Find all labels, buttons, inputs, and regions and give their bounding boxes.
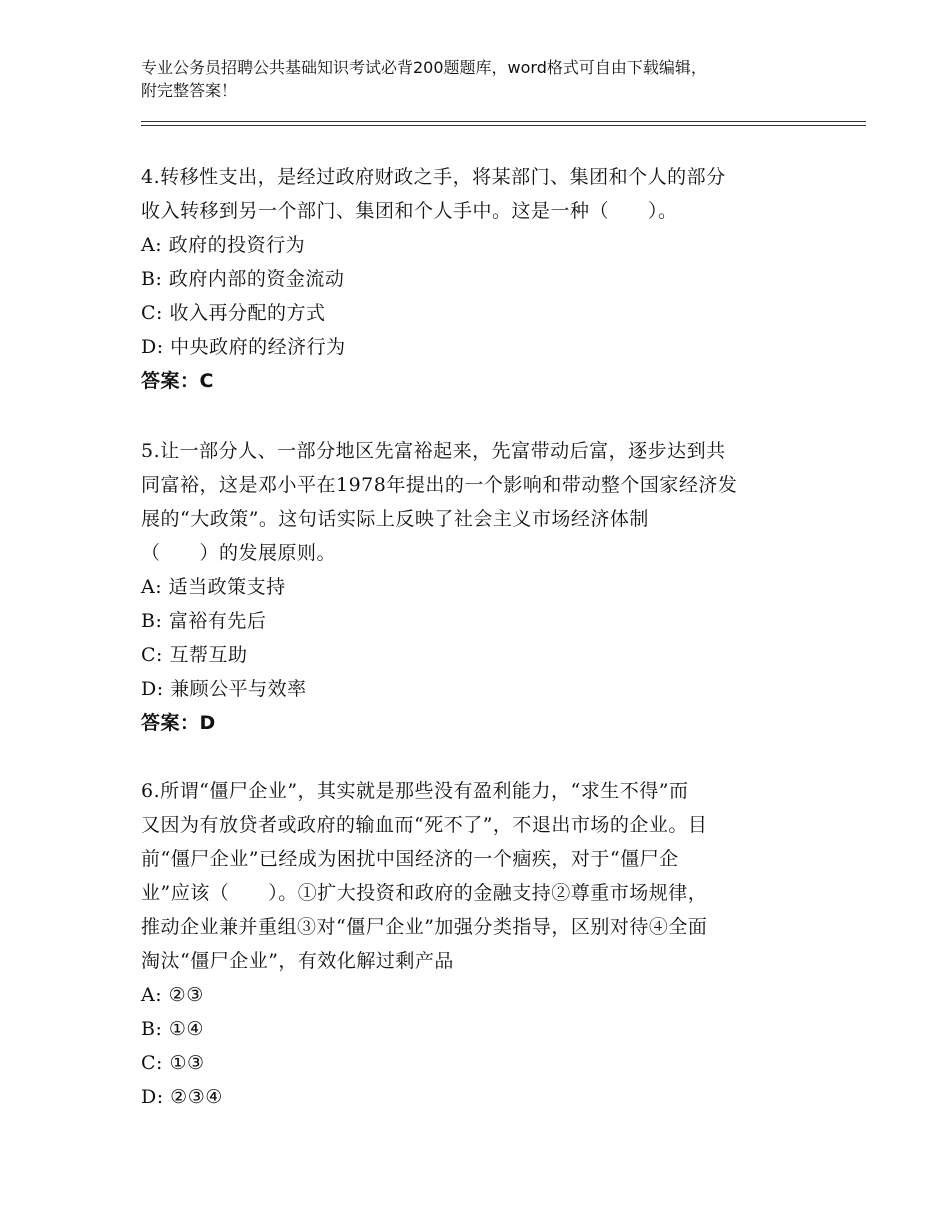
option-a: A: ②③ bbox=[141, 984, 204, 1006]
option-c: C: 互帮互助 bbox=[141, 644, 248, 666]
option-d: D: 兼顾公平与效率 bbox=[141, 678, 307, 700]
question-stem-line: 4.转移性支出，是经过政府财政之手，将某部门、集团和个人的部分 bbox=[141, 166, 726, 188]
question-stem-line: 5.让一部分人、一部分地区先富裕起来，先富带动后富，逐步达到共 bbox=[141, 440, 726, 462]
option-d: D: 中央政府的经济行为 bbox=[141, 336, 346, 358]
option-c: C: ①③ bbox=[141, 1052, 205, 1074]
question-stem-line: 展的“大政策”。这句话实际上反映了社会主义市场经济体制 bbox=[141, 508, 649, 530]
option-a: A: 政府的投资行为 bbox=[141, 234, 306, 256]
question-stem-line: 淘汰“僵尸企业”，有效化解过剩产品 bbox=[141, 950, 454, 972]
header-line-1: 专业公务员招聘公共基础知识考试必背200题题库，word格式可自由下载编辑， bbox=[141, 58, 707, 77]
document-header bbox=[141, 56, 841, 102]
answer-label: 答案：D bbox=[141, 712, 216, 734]
question-stem-line: 前“僵尸企业”已经成为困扰中国经济的一个痼疾，对于“僵尸企 bbox=[141, 848, 679, 870]
option-a: A: 适当政策支持 bbox=[141, 576, 286, 598]
option-b: B: 富裕有先后 bbox=[141, 610, 267, 632]
answer-label: 答案：C bbox=[141, 370, 214, 392]
option-c: C: 收入再分配的方式 bbox=[141, 302, 326, 324]
header-divider-bottom bbox=[141, 125, 866, 126]
question-stem-line: 又因为有放贷者或政府的输血而“死不了”，不退出市场的企业。目 bbox=[141, 814, 708, 836]
question-5 bbox=[141, 434, 806, 740]
question-stem-line: 推动企业兼并重组③对“僵尸企业”加强分类指导，区别对待④全面 bbox=[141, 916, 708, 938]
option-b: B: 政府内部的资金流动 bbox=[141, 268, 345, 290]
question-stem-line: （ ）的发展原则。 bbox=[141, 542, 337, 564]
question-stem-line: 同富裕，这是邓小平在1978年提出的一个影响和带动整个国家经济发 bbox=[141, 474, 738, 496]
option-b: B: ①④ bbox=[141, 1018, 204, 1040]
option-d: D: ②③④ bbox=[141, 1086, 223, 1108]
header-divider-top bbox=[141, 121, 866, 122]
question-6 bbox=[141, 774, 806, 1114]
question-stem-line: 收入转移到另一个部门、集团和个人手中。这是一种（ ）。 bbox=[141, 200, 678, 222]
header-line-2: 附完整答案！ bbox=[141, 81, 238, 100]
question-4 bbox=[141, 160, 806, 398]
question-stem-line: 业”应该（ ）。①扩大投资和政府的金融支持②尊重市场规律， bbox=[141, 882, 708, 904]
question-stem-line: 6.所谓“僵尸企业”，其实就是那些没有盈利能力，“求生不得”而 bbox=[141, 780, 689, 802]
